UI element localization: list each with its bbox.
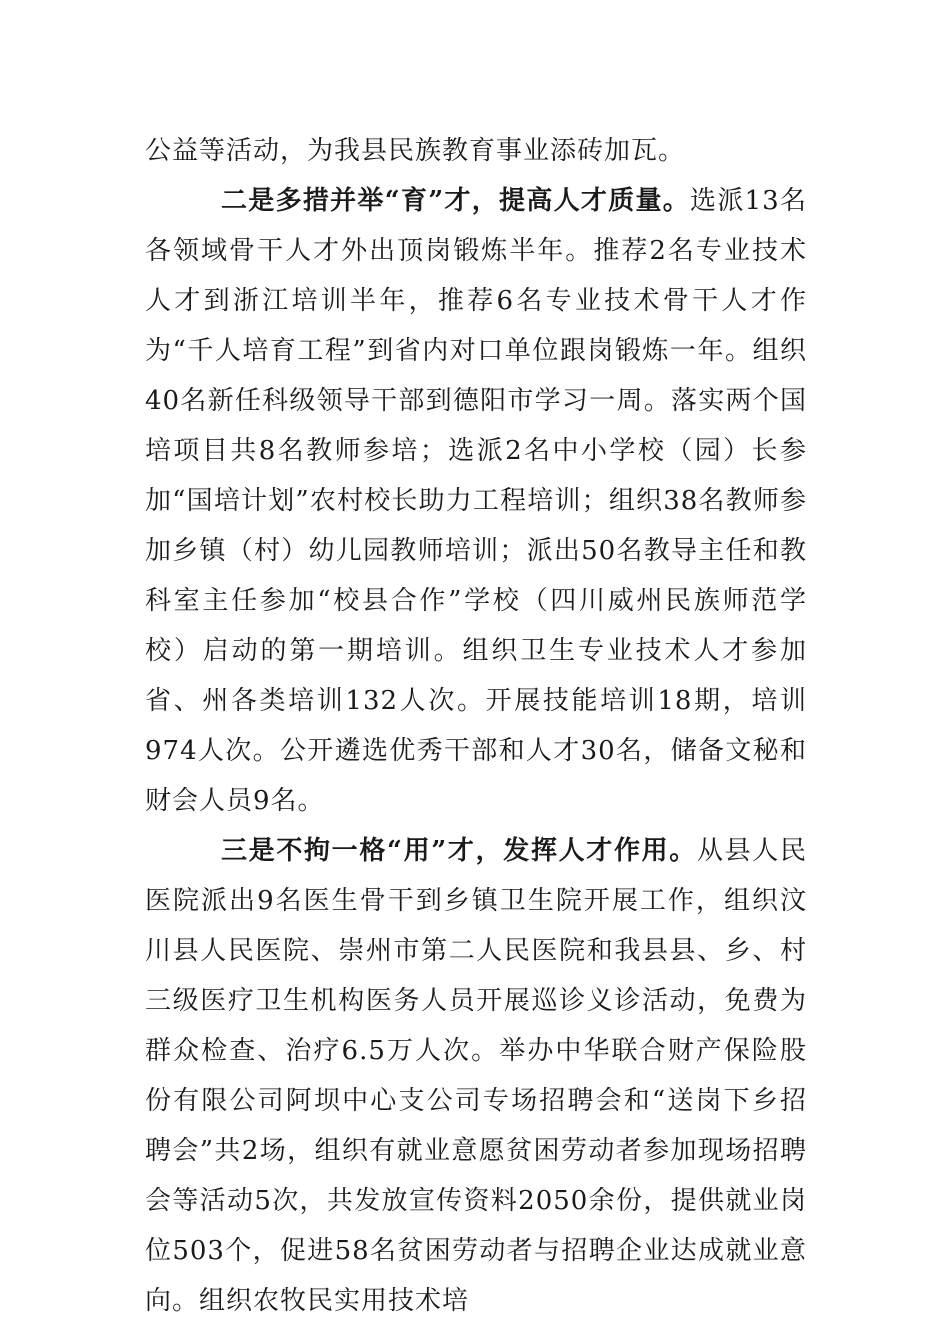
paragraph-lead-heading: 二是多措并举“育”才，提高人才质量。 xyxy=(221,186,691,216)
paragraph-continuation xyxy=(145,126,807,176)
paragraph-lead-heading: 三是不拘一格“用”才，发挥人才作用。 xyxy=(221,836,697,866)
paragraph-text: 选派13名各领域骨干人才外出顶岗锻炼半年。推荐2名专业技术人才到浙江培训半年，推荐6名专业技术骨干人才作为“千人培育工程”到省内对口单位跟岗锻炼一年。组织40名新任科级领导干部到德阳市学习一周。落实两个国培项目共8名教师参培；选派2名中小学校（园）长参加“国培计划”农村校长助力工程培训；组织38名教师参加乡镇（村）幼儿园教师培训；派出50名教导主任和教科室主任参加“校县合作”学校（四川威州民族师范学校）启动的第一期培训。组织卫生专业技术人才参加省、州各类培训132人次。开展技能培训18期，培训974人次。公开遴选优秀干部和人才30名，储备文秘和财会人员9名。 xyxy=(145,186,807,816)
document-body xyxy=(145,126,807,1326)
paragraph-text: 公益等活动，为我县民族教育事业添砖加瓦。 xyxy=(145,136,686,166)
paragraph-text: 从县人民医院派出9名医生骨干到乡镇卫生院开展工作，组织汶川县人民医院、崇州市第二人民医院和我县县、乡、村三级医疗卫生机构医务人员开展巡诊义诊活动，免费为群众检查、治疗6.5万人次。举办中华联合财产保险股份有限公司阿坝中心支公司专场招聘会和“送岗下乡招聘会”共2场，组织有就业意愿贫困劳动者参加现场招聘会等活动5次，共发放宣传资料2050余份，提供就业岗位503个，促进58名贫困劳动者与招聘企业达成就业意向。组织农牧民实用技术培 xyxy=(145,836,807,1316)
paragraph-use-talent xyxy=(145,826,807,1326)
paragraph-cultivate-talent xyxy=(145,176,807,826)
